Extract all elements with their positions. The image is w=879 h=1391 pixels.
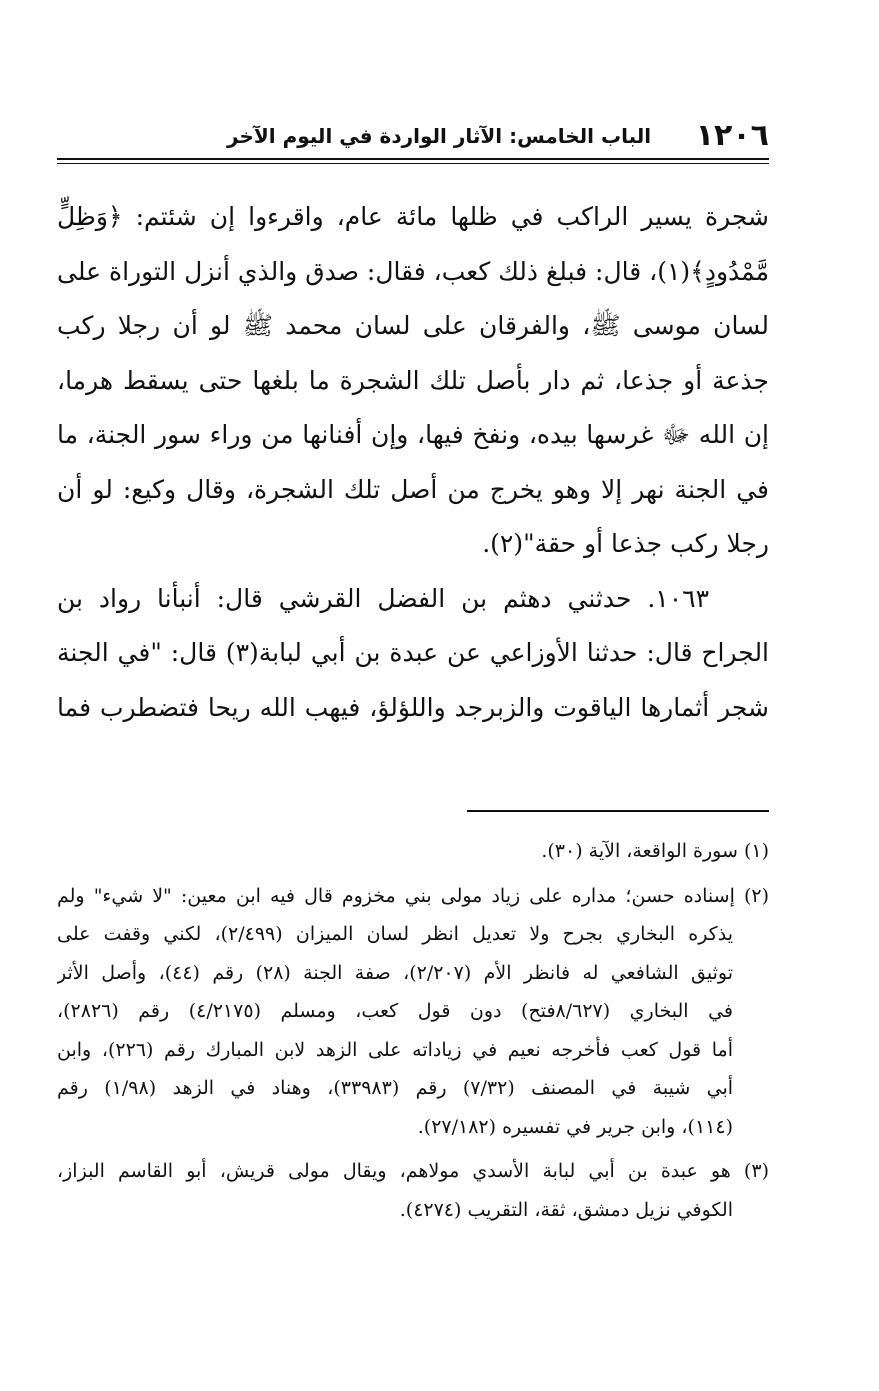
text-line: في الجنة نهر إلا وهو يخرج من أصل تلك الشجرة، وقال وكيع: لو أن [57,474,769,504]
footnote-line: أما قول كعب فأخرجه نعيم في زياداته على الزهد لابن المبارك رقم (٢٢٦)، وابن [57,1038,733,1061]
header-rule [57,158,769,164]
text-line: شجر أثمارها الياقوت والزبرجد واللؤلؤ، فيهب الله ريحا فتضطرب فما [57,692,769,722]
footnote-line: في البخاري (٨/٦٢٧فتح) دون قول كعب، ومسلم (٤/٢١٧٥) رقم (٢٨٢٦)، [57,1000,734,1022]
footnote-line: (١١٤)، وابن جرير في تفسيره (٢٧/١٨٢). [417,1115,733,1138]
footnote-line: (٢) إسناده حسن؛ مداره على زياد مولى بني مخزوم قال فيه ابن معين: "لا شيء" ولم [57,884,769,907]
page-header [57,118,769,158]
footnote-line: يذكره البخاري بجرح ولا تعديل انظر لسان الميزان (٢/٤٩٩)، لكني وقفت على [57,923,733,945]
running-title: الباب الخامس: الآثار الواردة في اليوم الآخر [227,124,652,148]
text-line: رجلا ركب جذعا أو حقة"(٢). [482,529,769,558]
main-text [57,190,769,735]
footnote-3 [57,1152,769,1229]
text-line: ١٠٦٣. حدثني دهثم بن الفضل القرشي قال: أنبأنا رواد بن [57,583,709,613]
footnote-separator [467,810,769,812]
footnote-line: أبي شيبة في المصنف (٧/٣٢) رقم (٣٣٩٨٣)، وهناد في الزهد (١/٩٨) رقم [57,1077,734,1099]
footnote-1 [57,832,769,871]
text-line: مَّمْدُودٍ﴾(١)، قال: فبلغ ذلك كعب، فقال: صدق والذي أنزل التوراة على [57,256,769,286]
text-line: الجراح قال: حدثنا الأوزاعي عن عبدة بن أبي لبابة(٣) قال: "في الجنة [57,638,769,667]
footnote-line: (٣) هو عبدة بن أبي لبابة الأسدي مولاهم، ويقال مولى قريش، أبو القاسم البزاز، [57,1160,769,1182]
text-line: إن الله ﷻ غرسها بيده، ونفخ فيها، وإن أفنانها من وراء سور الجنة، ما [57,420,769,449]
footnote-line: توثيق الشافعي له فانظر الأم (٢/٢٠٧)، صفة الجنة (٢٨) رقم (٤٤)، وأصل الأثر [57,961,733,984]
page-number: ١٢٠٦ [695,118,769,153]
footnote-line: (١) سورة الواقعة، الآية (٣٠). [541,840,769,862]
text-line: شجرة يسير الراكب في ظلها مائة عام، واقرءوا إن شئتم: ﴿وَظِلٍّ [57,202,769,231]
footnote-2 [57,877,769,1147]
text-line: جذعة أو جذعا، ثم دار بأصل تلك الشجرة ما بلغها حتى يسقط هرما، [57,365,769,395]
footnote-line: الكوفي نزيل دمشق، ثقة، التقريب (٤٢٧٤). [399,1198,733,1221]
footnotes [57,832,769,1235]
text-line: لسان موسى ﷺ، والفرقان على لسان محمد ﷺ لو أن رجلا ركب [57,311,769,340]
